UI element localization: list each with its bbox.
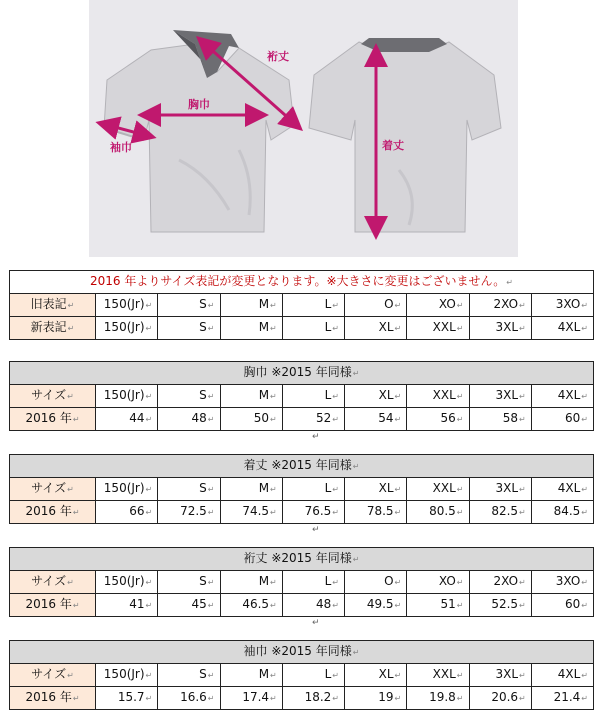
row-header-year: 2016 年↵ (10, 501, 96, 524)
size-cell: XL↵ (345, 385, 407, 408)
value-cell: 56↵ (407, 408, 469, 431)
value-cell: 84.5↵ (531, 501, 593, 524)
table-cell: L↵ (282, 294, 344, 317)
table-row (10, 571, 594, 594)
size-cell: 150(Jr)↵ (96, 571, 158, 594)
value-cell: 78.5↵ (345, 501, 407, 524)
size-cell: L↵ (282, 385, 344, 408)
table-cell: XXL↵ (407, 317, 469, 340)
row-header-year: 2016 年↵ (10, 408, 96, 431)
table-cell: 150(Jr)↵ (96, 294, 158, 317)
table-cell: 3XL↵ (469, 317, 531, 340)
size-cell: 4XL↵ (531, 664, 593, 687)
row-header-size: サイズ↵ (10, 478, 96, 501)
size-cell: L↵ (282, 664, 344, 687)
label-munehaba: 胸巾 (188, 98, 210, 111)
table-title: 着丈 ※2015 年同様↵ (10, 455, 594, 478)
value-cell: 51↵ (407, 594, 469, 617)
size-cell: 150(Jr)↵ (96, 385, 158, 408)
back-shirt-shape (309, 38, 501, 232)
table-cell: XL↵ (345, 317, 407, 340)
size-cell: L↵ (282, 478, 344, 501)
table-cell: S↵ (158, 317, 220, 340)
value-cell: 74.5↵ (220, 501, 282, 524)
size-cell: M↵ (220, 478, 282, 501)
table-cell: M↵ (220, 317, 282, 340)
size-cell: 150(Jr)↵ (96, 478, 158, 501)
value-cell: 76.5↵ (282, 501, 344, 524)
value-cell: 20.6↵ (469, 687, 531, 710)
size-cell: 2XO↵ (469, 571, 531, 594)
table-cell: O↵ (345, 294, 407, 317)
paragraph-mark: ↵ (312, 525, 320, 535)
value-cell: 19↵ (345, 687, 407, 710)
value-cell: 49.5↵ (345, 594, 407, 617)
size-cell: 3XO↵ (531, 571, 593, 594)
size-cell: 150(Jr)↵ (96, 664, 158, 687)
row-header-year: 2016 年↵ (10, 687, 96, 710)
size-cell: 3XL↵ (469, 385, 531, 408)
size-cell: XXL↵ (407, 385, 469, 408)
table-cell: 4XL↵ (531, 317, 593, 340)
value-cell: 66↵ (96, 501, 158, 524)
table-cell: 3XO↵ (531, 294, 593, 317)
chest-width-table (9, 361, 594, 431)
row-header-old: 旧表記↵ (10, 294, 96, 317)
table-title: 胸巾 ※2015 年同様↵ (10, 362, 594, 385)
size-cell: L↵ (282, 571, 344, 594)
table-row (10, 317, 594, 340)
row-header-new: 新表記↵ (10, 317, 96, 340)
row-header-size: サイズ↵ (10, 385, 96, 408)
size-cell: 3XL↵ (469, 664, 531, 687)
table-row (10, 408, 594, 431)
table-cell: 150(Jr)↵ (96, 317, 158, 340)
table-title: 裄丈 ※2015 年同様↵ (10, 548, 594, 571)
value-cell: 41↵ (96, 594, 158, 617)
size-cell: 4XL↵ (531, 385, 593, 408)
size-cell: 4XL↵ (531, 478, 593, 501)
size-cell: S↵ (158, 478, 220, 501)
value-cell: 15.7↵ (96, 687, 158, 710)
table-cell: M↵ (220, 294, 282, 317)
sleeve-length-table (9, 547, 594, 617)
size-cell: XL↵ (345, 664, 407, 687)
sleeve-width-table (9, 640, 594, 710)
value-cell: 44↵ (96, 408, 158, 431)
size-notation-change-table (9, 270, 594, 340)
table-cell: 2XO↵ (469, 294, 531, 317)
row-header-size: サイズ↵ (10, 664, 96, 687)
body-length-table (9, 454, 594, 524)
value-cell: 16.6↵ (158, 687, 220, 710)
row-header-year: 2016 年↵ (10, 594, 96, 617)
table-row (10, 687, 594, 710)
table-row (10, 294, 594, 317)
value-cell: 17.4↵ (220, 687, 282, 710)
label-kitake: 着丈 (382, 139, 404, 152)
size-cell: S↵ (158, 385, 220, 408)
table-row (10, 385, 594, 408)
size-cell: O↵ (345, 571, 407, 594)
table-cell: S↵ (158, 294, 220, 317)
value-cell: 82.5↵ (469, 501, 531, 524)
shirt-measurement-illustration (89, 0, 518, 257)
size-cell: M↵ (220, 385, 282, 408)
value-cell: 80.5↵ (407, 501, 469, 524)
value-cell: 45↵ (158, 594, 220, 617)
value-cell: 50↵ (220, 408, 282, 431)
table-row (10, 664, 594, 687)
paragraph-mark: ↵ (312, 432, 320, 442)
value-cell: 19.8↵ (407, 687, 469, 710)
table-row (10, 478, 594, 501)
table-cell: L↵ (282, 317, 344, 340)
value-cell: 46.5↵ (220, 594, 282, 617)
value-cell: 60↵ (531, 408, 593, 431)
row-header-size: サイズ↵ (10, 571, 96, 594)
paragraph-mark: ↵ (312, 618, 320, 628)
size-cell: XL↵ (345, 478, 407, 501)
value-cell: 18.2↵ (282, 687, 344, 710)
size-cell: M↵ (220, 571, 282, 594)
value-cell: 48↵ (282, 594, 344, 617)
value-cell: 21.4↵ (531, 687, 593, 710)
value-cell: 54↵ (345, 408, 407, 431)
value-cell: 48↵ (158, 408, 220, 431)
size-cell: M↵ (220, 664, 282, 687)
size-cell: XXL↵ (407, 664, 469, 687)
table-row (10, 594, 594, 617)
value-cell: 52.5↵ (469, 594, 531, 617)
size-cell: S↵ (158, 571, 220, 594)
size-cell: XXL↵ (407, 478, 469, 501)
shirt-diagram-svg (89, 0, 518, 257)
value-cell: 52↵ (282, 408, 344, 431)
size-cell: S↵ (158, 664, 220, 687)
value-cell: 58↵ (469, 408, 531, 431)
size-change-notice: 2016 年よりサイズ表記が変更となります。※大きさに変更はございません。↵ (10, 271, 594, 294)
label-sodehaba: 袖巾 (110, 141, 132, 154)
table-title: 袖巾 ※2015 年同様↵ (10, 641, 594, 664)
size-cell: XO↵ (407, 571, 469, 594)
value-cell: 72.5↵ (158, 501, 220, 524)
table-cell: XO↵ (407, 294, 469, 317)
size-cell: 3XL↵ (469, 478, 531, 501)
label-yuki: 裄丈 (267, 50, 289, 63)
value-cell: 60↵ (531, 594, 593, 617)
table-row (10, 501, 594, 524)
